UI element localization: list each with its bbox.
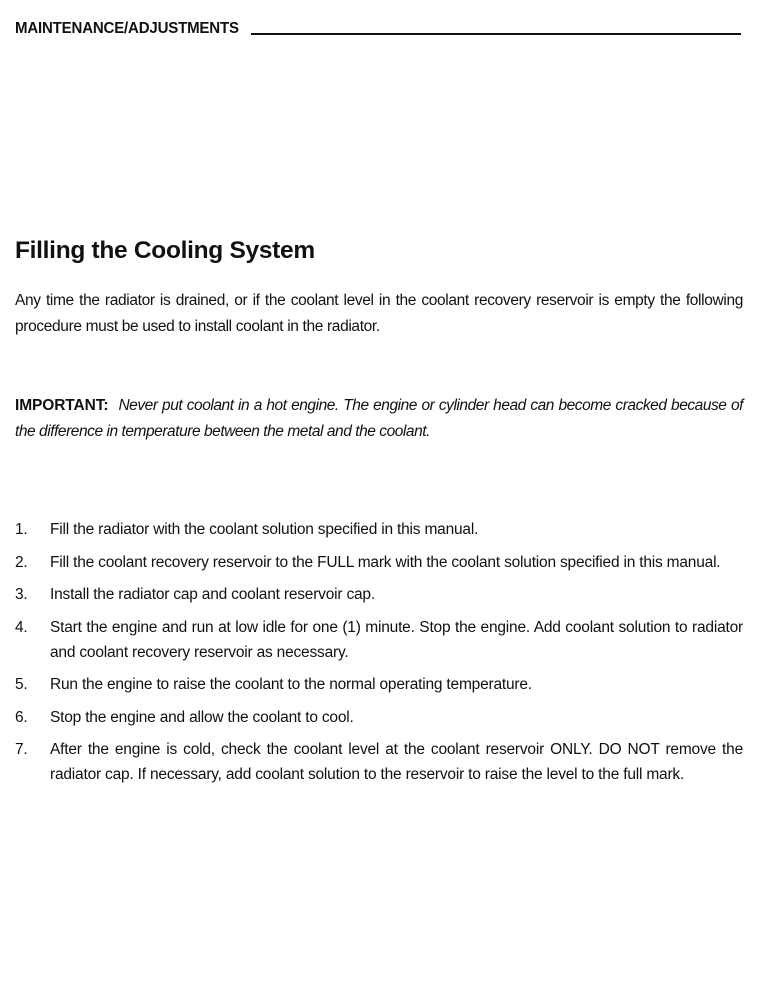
step-text: Start the engine and run at low idle for one (1) minute. Stop the engine. Add coolant solution to radiator and coolant recovery reservoir as necessary.	[50, 618, 743, 661]
step-number: 5.	[15, 676, 28, 693]
step-text: Install the radiator cap and coolant reservoir cap.	[50, 586, 375, 603]
important-label: IMPORTANT:	[15, 397, 109, 414]
step-text: Fill the radiator with the coolant solution specified in this manual.	[50, 521, 479, 538]
header-rule-divider	[251, 33, 741, 35]
important-notice	[15, 393, 743, 445]
step-text: Stop the engine and allow the coolant to cool.	[50, 708, 354, 726]
list-item	[15, 672, 743, 697]
step-text: Run the engine to raise the coolant to the normal operating temperature.	[50, 676, 532, 693]
step-number: 1.	[15, 521, 28, 538]
intro-paragraph: Any time the radiator is drained, or if the coolant level in the coolant recovery reservoir is empty the following procedure must be used to install coolant in the radiator.	[15, 292, 743, 335]
page-title: Filling the Cooling System	[15, 237, 315, 264]
list-item	[15, 705, 743, 730]
procedure-steps-list	[15, 517, 743, 795]
step-number: 2.	[15, 553, 28, 571]
list-item	[15, 550, 743, 575]
section-label: MAINTENANCE/ADJUSTMENTS	[15, 20, 239, 37]
important-text: Never put coolant in a hot engine. The engine or cylinder head can become cracked because of the difference in temperature between the metal and the coolant.	[15, 397, 743, 440]
list-item	[15, 517, 743, 542]
step-number: 3.	[15, 586, 28, 603]
step-text: After the engine is cold, check the coolant level at the coolant reservoir ONLY. DO NOT remove the radiator cap. If necessary, add coolant solution to the reservoir to raise the level to the full mark.	[50, 741, 743, 783]
step-number: 6.	[15, 708, 28, 726]
page-header	[15, 20, 741, 38]
step-text: Fill the coolant recovery reservoir to the FULL mark with the coolant solution specified in this manual.	[50, 553, 721, 571]
list-item	[15, 615, 743, 665]
step-number: 4.	[15, 618, 28, 636]
step-number: 7.	[15, 741, 28, 758]
list-item	[15, 737, 743, 787]
list-item	[15, 582, 743, 607]
